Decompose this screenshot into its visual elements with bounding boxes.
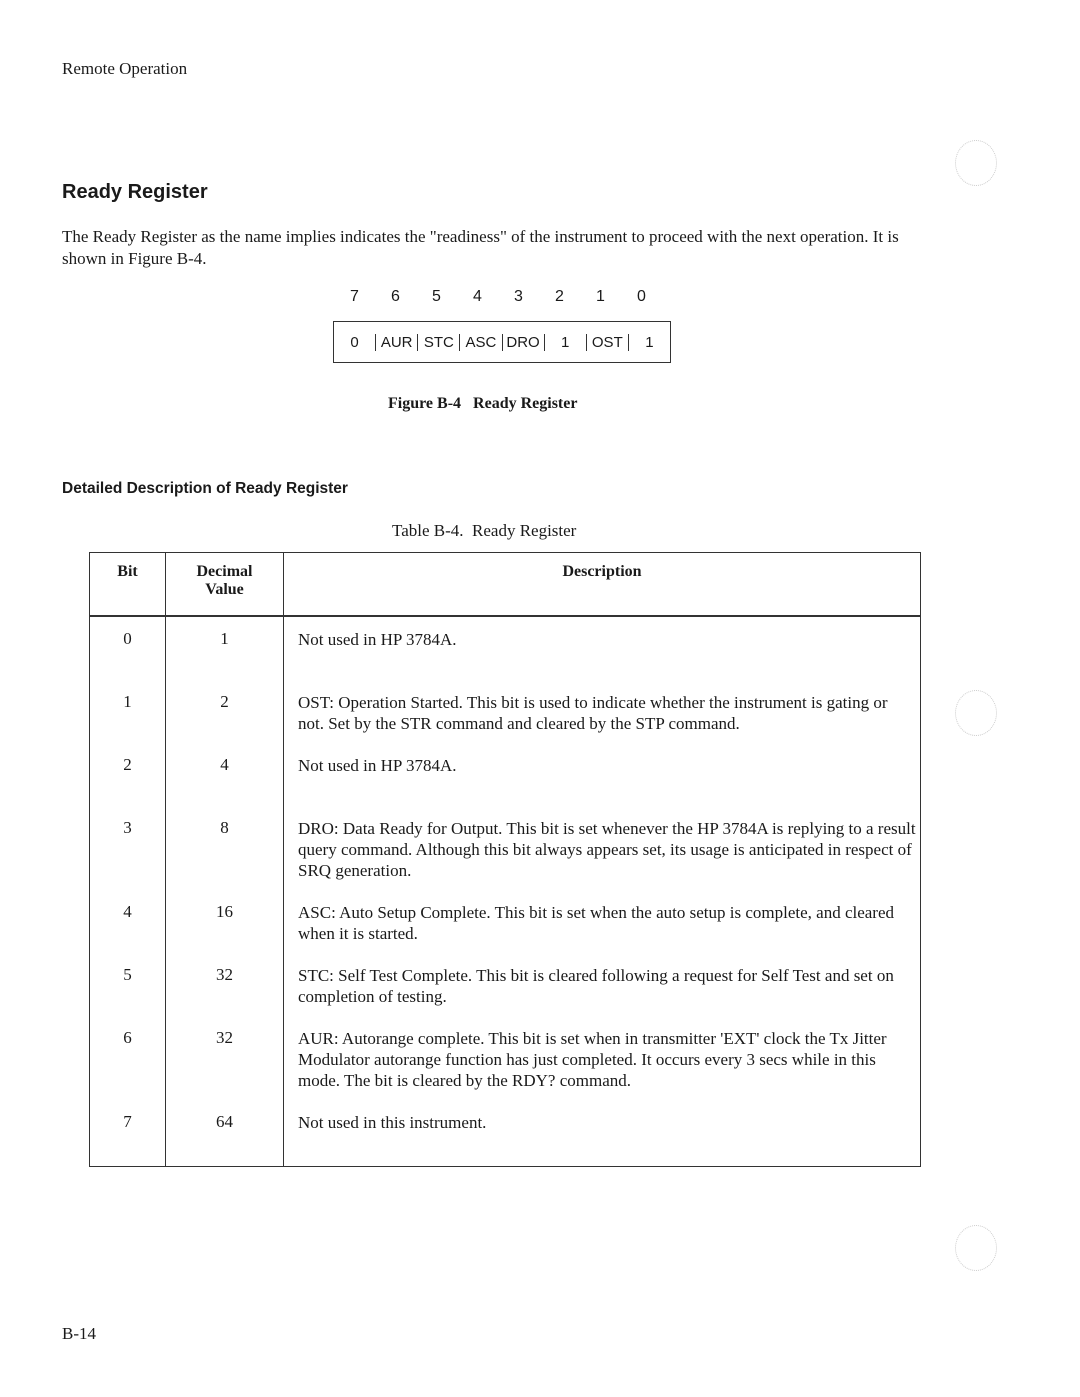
header-decimal-value: Decimal Value (166, 553, 284, 617)
decimal-value-cell: 16 (166, 902, 284, 965)
description-cell: OST: Operation Started. This bit is used to indicate whether the instrument is gating or not. Set by the STR command and cleared by the STP command. (284, 692, 921, 755)
punch-hole (955, 1225, 997, 1271)
table-row (90, 755, 921, 818)
table-row (90, 818, 921, 902)
description-cell: DRO: Data Ready for Output. This bit is set whenever the HP 3784A is replying to a result query command. Although this bit always appears set, its usage is anticipated in respect of SRQ generation. (284, 818, 921, 902)
figure-caption: Figure B-4 Ready Register (388, 395, 578, 412)
bit-cell: 3 (90, 818, 166, 902)
description-cell: Not used in HP 3784A. (284, 755, 921, 818)
description-cell: STC: Self Test Complete. This bit is cleared following a request for Self Test and set on completion of testing. (284, 965, 921, 1028)
register-field: OST (586, 334, 628, 351)
register-field: 1 (628, 334, 670, 351)
register-field: DRO (502, 334, 544, 351)
decimal-value-cell: 4 (166, 755, 284, 818)
decimal-value-cell: 32 (166, 965, 284, 1028)
table-row (90, 902, 921, 965)
bit-number: 2 (555, 288, 564, 305)
section-intro: The Ready Register as the name implies indicates the "readiness" of the instrument to proceed with the next operation. It is shown in Figure B-4. (62, 227, 899, 268)
register-field: 1 (544, 334, 586, 351)
bit-cell: 1 (90, 692, 166, 755)
bit-number: 4 (473, 288, 482, 305)
table-row (90, 1028, 921, 1112)
bit-numbers (334, 288, 662, 306)
register-diagram (333, 321, 671, 363)
decimal-value-cell: 1 (166, 616, 284, 692)
table-row (90, 692, 921, 755)
ready-register-table (89, 552, 921, 1167)
bit-cell: 5 (90, 965, 166, 1028)
description-cell: ASC: Auto Setup Complete. This bit is set when the auto setup is complete, and cleared when it is started. (284, 902, 921, 965)
bit-number: 0 (637, 288, 646, 305)
bit-number: 1 (596, 288, 605, 305)
page-number: B-14 (62, 1324, 96, 1343)
description-cell: Not used in HP 3784A. (284, 616, 921, 692)
decimal-value-cell: 32 (166, 1028, 284, 1112)
description-cell: Not used in this instrument. (284, 1112, 921, 1167)
bit-cell: 6 (90, 1028, 166, 1112)
bit-number: 3 (514, 288, 523, 305)
section-title: Ready Register (62, 181, 208, 203)
header-bit: Bit (90, 553, 166, 617)
table-row (90, 616, 921, 692)
decimal-value-cell: 8 (166, 818, 284, 902)
register-field: 0 (350, 333, 359, 351)
header-description: Description (284, 553, 921, 617)
bit-cell: 7 (90, 1112, 166, 1167)
bit-cell: 2 (90, 755, 166, 818)
punch-hole (955, 140, 997, 186)
register-field: ASC (459, 334, 501, 351)
bit-cell: 0 (90, 616, 166, 692)
table-row (90, 965, 921, 1028)
bit-number: 5 (432, 288, 441, 305)
register-field: STC (417, 334, 459, 351)
decimal-value-cell: 2 (166, 692, 284, 755)
description-cell: AUR: Autorange complete. This bit is set when in transmitter 'EXT' clock the Tx Jitter Modulator autorange function has just completed. It occurs every 3 secs while in this mode. The bit is cleared by the RDY? command. (284, 1028, 921, 1112)
subsection-title: Detailed Description of Ready Register (62, 480, 348, 497)
running-title: Remote Operation (62, 59, 188, 78)
bit-number: 7 (350, 288, 359, 305)
bit-number: 6 (391, 288, 400, 305)
decimal-value-cell: 64 (166, 1112, 284, 1167)
bit-cell: 4 (90, 902, 166, 965)
punch-hole (955, 690, 997, 736)
table-row (90, 1112, 921, 1167)
table-caption: Table B-4. Ready Register (392, 521, 577, 540)
register-field: AUR (375, 334, 417, 351)
